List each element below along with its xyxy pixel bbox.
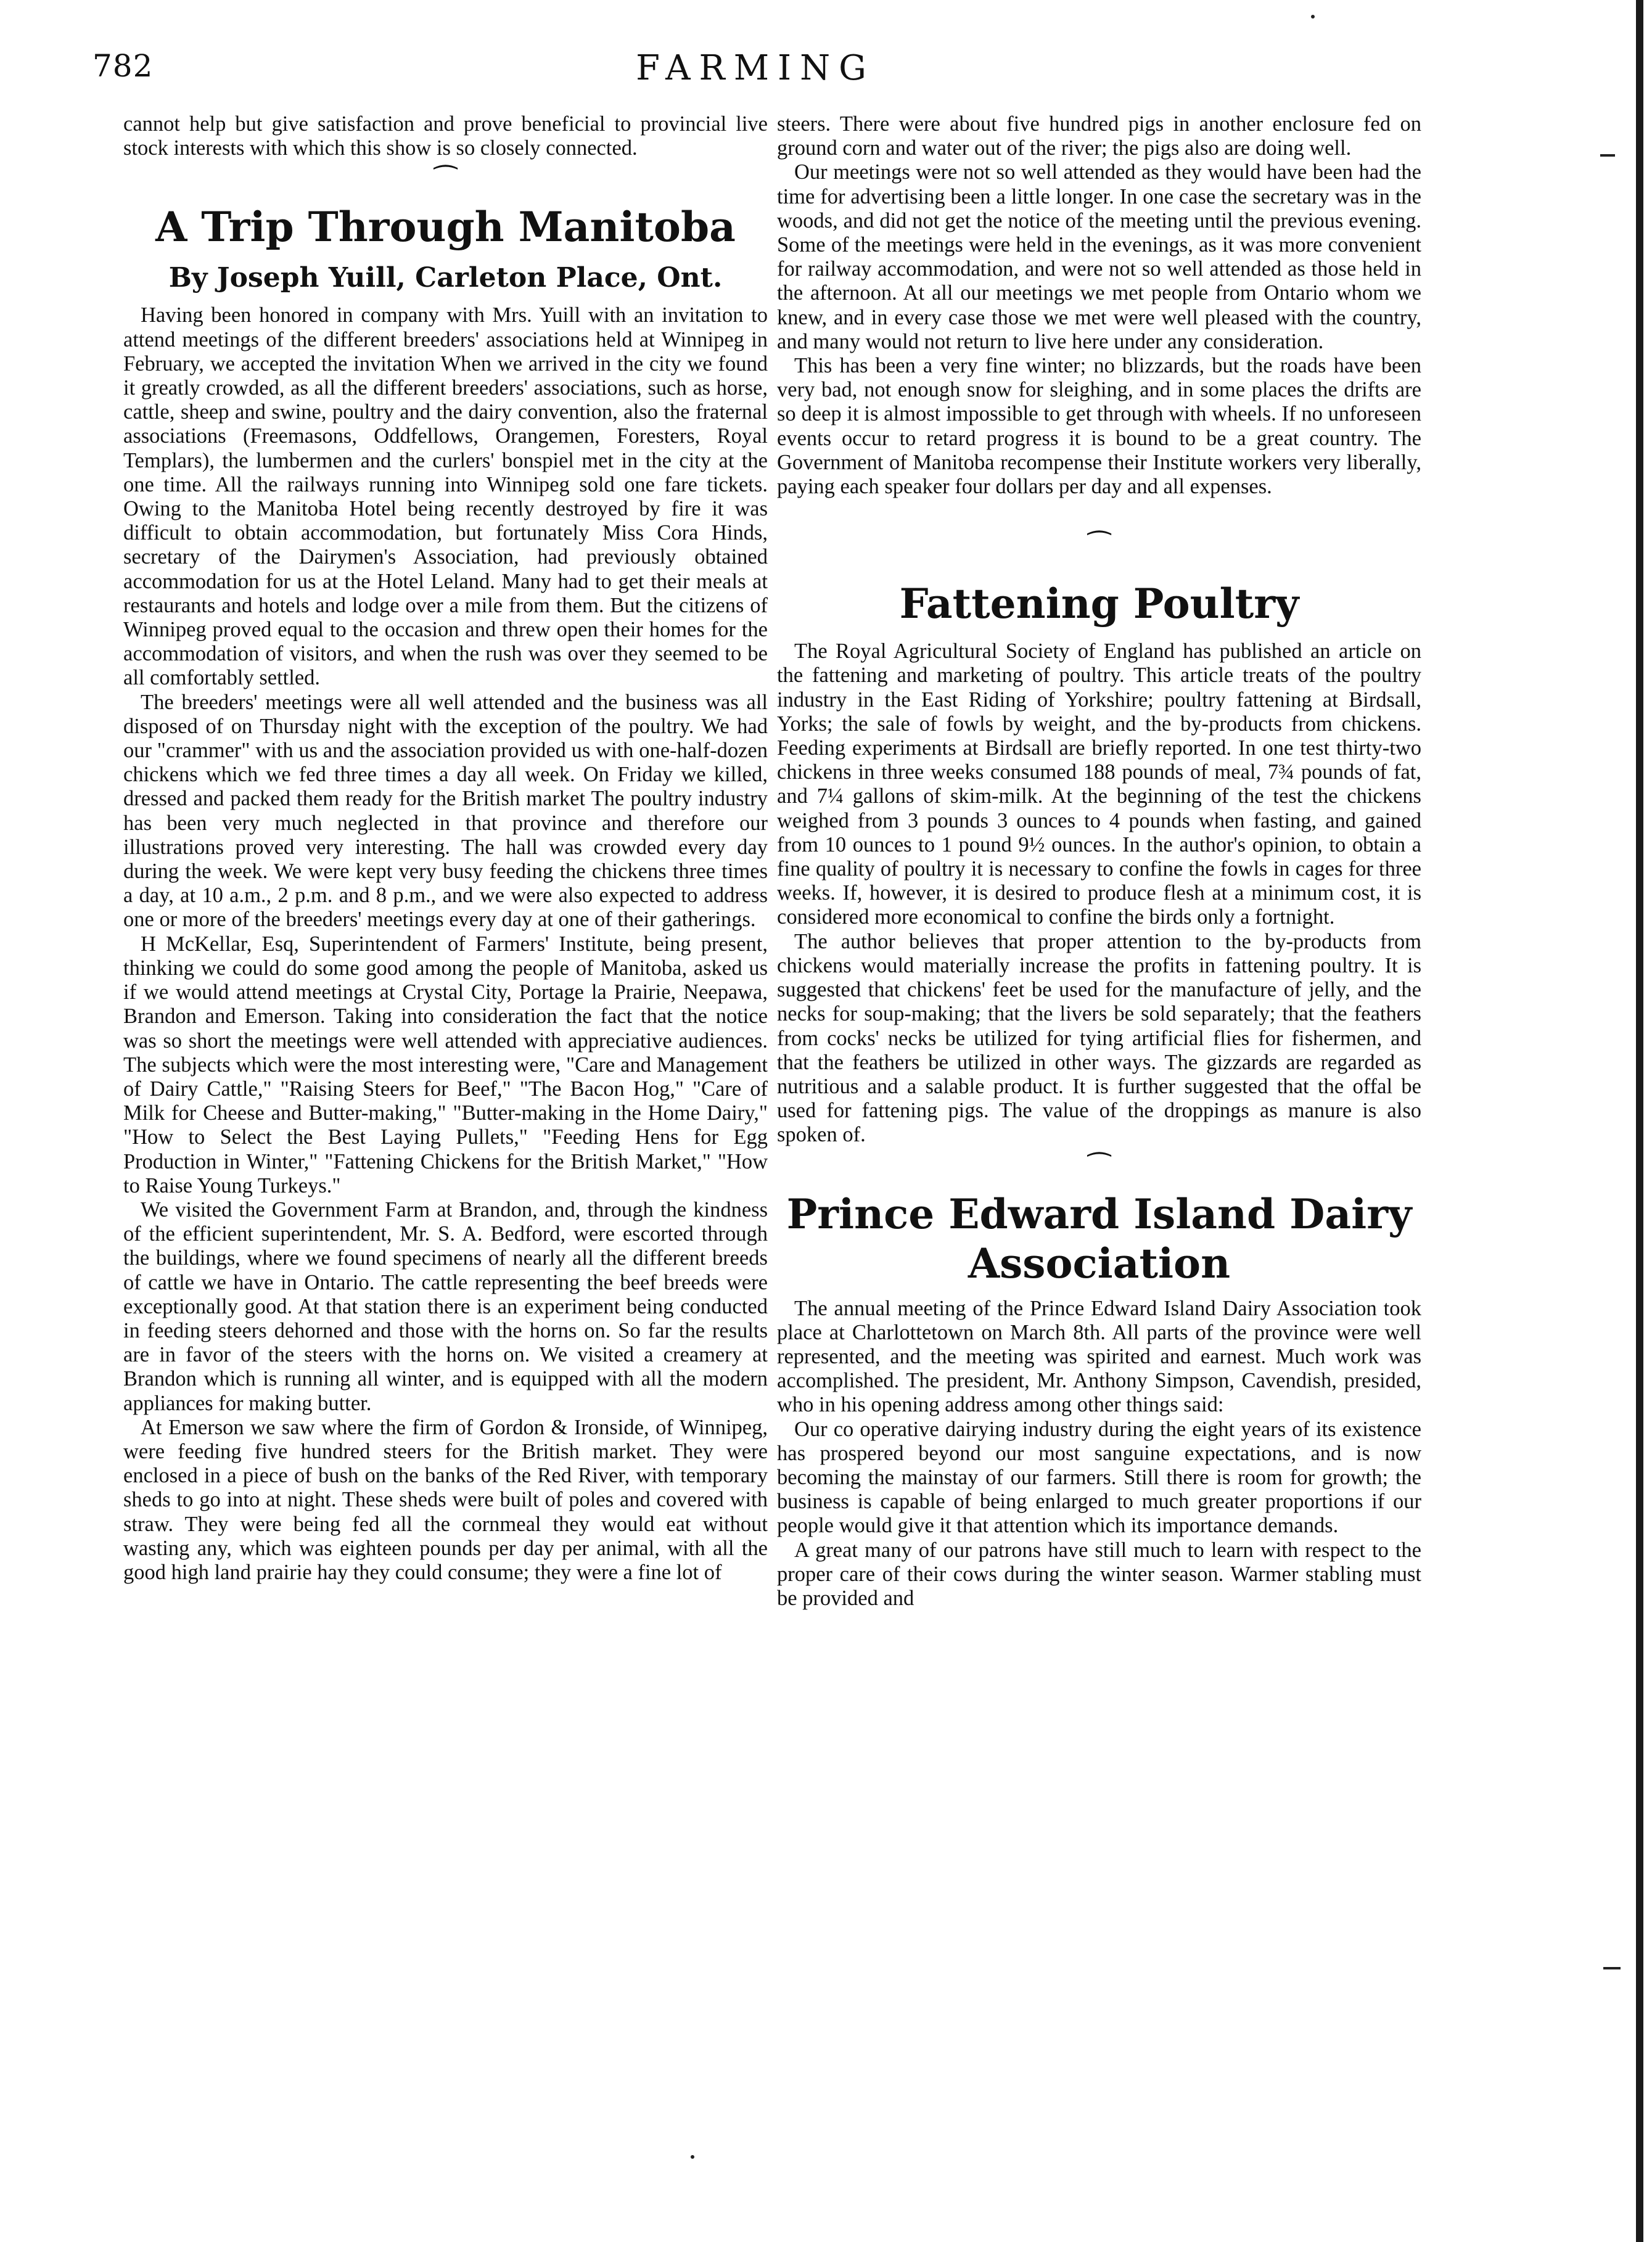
left-column	[123, 112, 768, 1585]
article-paragraph: The Royal Agricultural Society of England has published an article on the fattening and marketing of poultry. This article treats of the poultry industry in the East Riding of Yorkshire; poultry fattening at Birdsall, Yorks; the sale of fowls by weight, and the by-products from chickens. Feeding experiments at Birdsall are briefly reported. In one test thirty-two chickens in three weeks consumed 188 pounds of meal, 7¾ pounds of fat, and 7¼ gallons of skim-milk. At the beginning of the test the chickens weighed from 3 pounds 3 ounces to 4 pounds when fasting, and gained from 10 ounces to 1 pound 9½ ounces. In the author's opinion, to obtain a fine quality of poultry it is necessary to confine the fowls in cages for three weeks. If, however, it is desired to produce flesh at a minimum cost, it is considered more economical to confine the birds only a fortnight.	[777, 639, 1421, 929]
scan-edge-rule	[1636, 0, 1643, 2242]
scan-mark	[1311, 15, 1315, 18]
article-paragraph: We visited the Government Farm at Brandon, and, through the kindness of the efficient superintendent, Mr. S. A. Bedford, were escorted through the buildings, where we found specimens of nearly all the different breeds of cattle we have in Ontario. The cattle representing the beef breeds were exceptionally good. At that station there is an experiment being conducted in feeding steers dehorned and those with the horns on. So far the results are in favor of the steers with the horns on. We visited a creamery at Brandon which is running all winter, and is equipped with all the modern appliances for making butter.	[123, 1197, 768, 1415]
article-byline: By Joseph Yuill, Carleton Place, Ont.	[168, 262, 723, 294]
article-title-manitoba: A Trip Through Manitoba	[155, 203, 736, 252]
article-paragraph: Having been honored in company with Mrs. Yuill with an invitation to attend meetings of the different breeders' associations held at Winnipeg in February, we accepted the invitation When we arrived in the city we found it greatly crowded, as all the different breeders' associations, such as horse, cattle, sheep and swine, poultry and the dairy convention, also the fraternal associations (Freemasons, Oddfellows, Orangemen, Foresters, Royal Templars), the lumbermen and the curlers' bonspiel met in the city at the one time. All the railways running into Winnipeg sold one fare tickets. Owing to the Manitoba Hotel being recently destroyed by fire it was difficult to obtain accommodation, but fortunately Miss Cora Hinds, secretary of the Dairymen's Association, had previously obtained accommodation for us at the Hotel Leland. Many had to get their meals at restaurants and hotels and lodge over a mile from them. But the citizens of Winnipeg proved equal to the occasion and threw open their homes for the accommodation of visitors, and when the rush was over they seemed to be all comfortably settled.	[123, 303, 768, 690]
article-title-pei-line2: Association	[968, 1239, 1231, 1287]
article-paragraph: steers. There were about five hundred pigs in another enclosure fed on ground corn and water out of the river; the pigs also are doing well.	[777, 112, 1421, 160]
scan-mark	[1603, 1967, 1621, 1969]
section-ornament: ⁀	[1088, 1152, 1111, 1184]
right-column	[777, 112, 1421, 1611]
scan-mark	[1600, 154, 1615, 157]
article-paragraph: This has been a very fine winter; no blizzards, but the roads have been very bad, not enough snow for sleighing, and in some places the drifts are so deep it is almost impossible to get through with wheels. If no unforeseen events occur to retard progress it is bound to be a great country. The Government of Manitoba recompense their Institute workers very liberally, paying each speaker four dollars per day and all expenses.	[777, 354, 1421, 499]
page-header	[92, 48, 1418, 104]
page-number: 782	[92, 48, 154, 84]
scan-mark	[691, 2155, 694, 2159]
section-ornament: ⁀	[1088, 531, 1111, 563]
article-title-poultry: Fattening Poultry	[899, 580, 1299, 628]
section-ornament: ⁀	[434, 165, 457, 197]
article-paragraph: At Emerson we saw where the firm of Gordon & Ironside, of Winnipeg, were feeding five hundred steers for the British market. They were enclosed in a piece of bush on the banks of the Red River, with temporary sheds to go into at night. These sheds were built of poles and covered with straw. They were being fed all the cornmeal they would eat without wasting any, which was eighteen pounds per day per animal, with all the good high land prairie hay they could consume; they were a fine lot of	[123, 1415, 768, 1584]
article-title-pei-line1: Prince Edward Island Dairy	[786, 1189, 1412, 1238]
article-paragraph: H McKellar, Esq, Superintendent of Farmers' Institute, being present, thinking we could do some good among the people of Manitoba, asked us if we would attend meetings at Crystal City, Portage la Prairie, Neepawa, Brandon and Emerson. Taking into consideration the fact that the notice was so short the meetings were well attended with appreciative audiences. The subjects which were the most interesting were, "Care and Management of Dairy Cattle," "Raising Steers for Beef," "The Bacon Hog," "Care of Milk for Cheese and Butter-making," "Butter-making in the Home Dairy," "How to Select the Best Laying Pullets," "Feeding Hens for Egg Production in Winter," "Fattening Chickens for the British Market," "How to Raise Young Turkeys."	[123, 932, 768, 1197]
article-paragraph: Our meetings were not so well attended as they would have been had the time for advertising been a little longer. In one case the secretary was in the woods, and did not get the notice of the meeting until the previous evening. Some of the meetings were held in the evenings, as it was more convenient for railway accommodation, and were not so well attended as those held in the afternoon. At all our meetings we met people from Ontario whom we knew, and in every case those we met were well pleased with the country, and many would not return to live here under any consideration.	[777, 160, 1421, 353]
running-head: FARMING	[636, 48, 875, 88]
article-paragraph: The author believes that proper attention to the by-products from chickens would materially increase the profits in fattening poultry. It is suggested that chickens' feet be used for the manufacture of jelly, and the necks for soup-making; that the livers be sold separately; that the feathers from cocks' necks be utilized for tying artificial flies for fishermen, and that the feathers be utilized in other ways. The gizzards are regarded as nutritious and a salable product. It is further suggested that the offal be used for fattening pigs. The value of the droppings as manure is also spoken of.	[777, 929, 1421, 1147]
article-paragraph: Our co operative dairying industry during the eight years of its existence has prospered beyond our most sanguine expectations, and is now becoming the mainstay of our farmers. Still there is room for growth; the business is capable of being enlarged to much greater proportions if our people would give it that attention which its importance demands.	[777, 1417, 1421, 1538]
article-paragraph: The breeders' meetings were all well attended and the business was all disposed of on Thursday night with the exception of the poultry. We had our "crammer" with us and the association provided us with one-half-dozen chickens which we fed three times a day all week. On Friday we killed, dressed and packed them ready for the British market The poultry industry has been very much neglected in that province and therefore our illustrations proved very interesting. The hall was crowded every day during the week. We were kept very busy feeding the chickens three times a day, at 10 a.m., 2 p.m. and 8 p.m., and we were also expected to address one or more of the breeders' meetings every day at one of their gatherings.	[123, 690, 768, 932]
previous-article-tail: cannot help but give satisfaction and prove beneficial to provincial live stock interests with which this show is so closely connected.	[123, 112, 768, 160]
article-paragraph: The annual meeting of the Prince Edward Island Dairy Association took place at Charlottetown on March 8th. All parts of the province were well represented, and the meeting was spirited and earnest. Much work was accomplished. The president, Mr. Anthony Simpson, Cavendish, presided, who in his opening address among other things said:	[777, 1296, 1421, 1417]
article-paragraph: A great many of our patrons have still much to learn with respect to the proper care of their cows during the winter season. Warmer stabling must be provided and	[777, 1538, 1421, 1610]
